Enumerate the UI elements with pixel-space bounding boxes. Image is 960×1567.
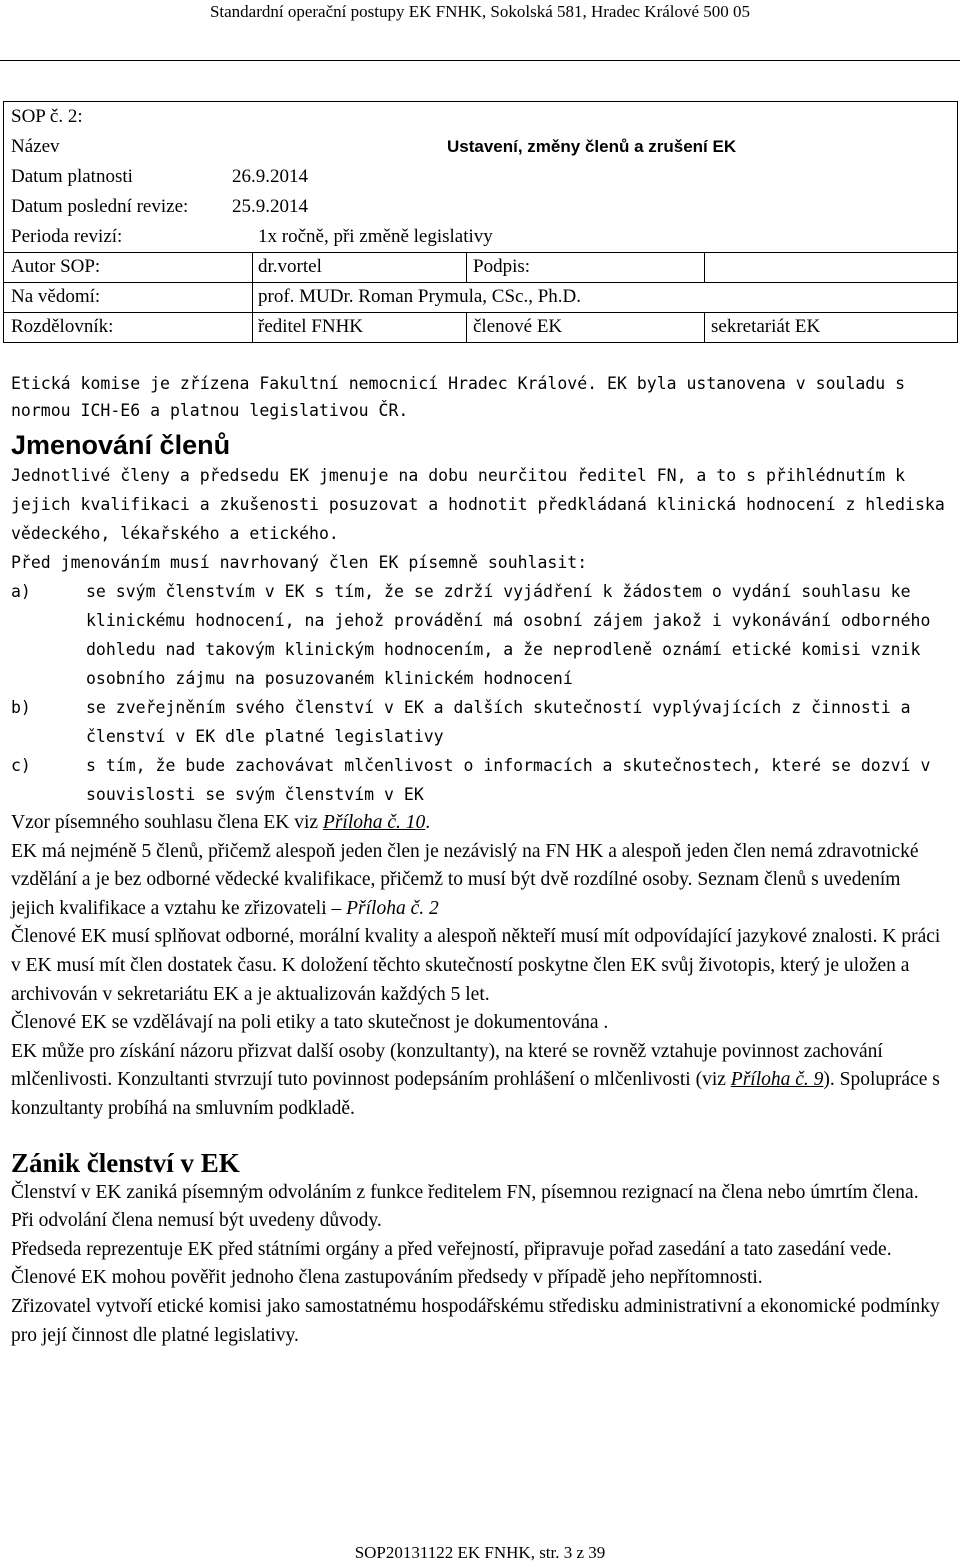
list-item bbox=[11, 751, 946, 809]
membership-count-paragraph bbox=[11, 838, 946, 924]
consultants-text-end: ). Spolupráce s konzultanty probíhá na smluvním podkladě. bbox=[11, 1069, 940, 1119]
validity-label: Datum platnosti bbox=[11, 166, 133, 187]
header-divider bbox=[0, 60, 960, 61]
last-revision-value: 25.9.2014 bbox=[232, 196, 308, 217]
sop-info-table bbox=[3, 101, 958, 343]
document-body bbox=[11, 370, 946, 1350]
signature-label: Podpis: bbox=[473, 256, 531, 277]
education-paragraph: Členové EK se vzdělávají na poli etiky a tato skutečnost je dokumentována . bbox=[11, 1012, 609, 1034]
list-item-text: s tím, že bude zachovávat mlčenlivost o informacích a skutečnostech, které se dozví v souvislosti se svým členstvím v EK bbox=[86, 756, 931, 804]
section-heading-appointment: Jmenování členů bbox=[11, 430, 231, 460]
list-item-text: se svým členstvím v EK s tím, že se zdrží vyjádření k žádostem o vydání souhlasu ke klinickému hodnocení, na jehož provádění má osobní zájem jakož i vykonávání odborného dohledu nad takovým klinickým hodnocením, a že neprodleně oznámí etické komisi vznik osobního zájmu na posuzovaném klinickém hodnocení bbox=[86, 582, 931, 688]
row-sop-no bbox=[4, 102, 957, 132]
consultants-paragraph bbox=[11, 1038, 946, 1124]
list-item bbox=[11, 693, 946, 751]
membership-count-text: EK má nejméně 5 členů, přičemž alespoň jeden člen je nezávislý na FN HK a alespoň jeden člen nemá zdravotnické vzdělání a je bez odborné vědecké kvalifikace, přičemž to musí být dvě rozdílné osoby. Seznam členů s uvedením jejich kvalifikace a vztahu ke zřizovateli – bbox=[11, 840, 919, 919]
termination-paragraph: Členství v EK zaniká písemným odvoláním z funkce ředitelem FN, písemnou rezignací na člena nebo úmrtím člena. Při odvolání člena nemusí být uvedeny důvody. bbox=[11, 1181, 919, 1232]
consultants-text: EK může pro získání názoru přizvat další osoby (konzultanty), na které se rovněž vztahuje povinnost zachování mlčenlivosti. Konzultanti stvrzují tuto povinnost podepsáním prohlášení o mlčenlivosti (viz bbox=[11, 1040, 883, 1091]
row-author bbox=[4, 252, 957, 282]
validity-value: 26.9.2014 bbox=[232, 166, 308, 187]
sop-title: Ustavení, změny členů a zrušení EK bbox=[447, 137, 737, 156]
author-label: Autor SOP: bbox=[11, 256, 101, 277]
appointment-paragraph: Jednotlivé členy a předsedu EK jmenuje na dobu neurčitou ředitel FN, a to s přihlédnutím k jejich kvalifikaci a zkušenosti posuzovat a hodnotit předkládaná klinická hodnocení z hlediska vědeckého, lékařského a etického. bbox=[11, 466, 945, 543]
row-period bbox=[4, 222, 957, 252]
qualifications-paragraph: Členové EK musí splňovat odborné, morální kvality a alespoň někteří musí mít odpovídající jazykové znalosti. K práci v EK musí mít člen dostatek času. K doložení těchto skutečností poskytne člen EK svůj životopis, který je uložen a archivován v sekretariátu EK a je aktualizován každých 5 let. bbox=[11, 926, 941, 1005]
row-notified bbox=[4, 282, 957, 312]
list-marker: b) bbox=[11, 698, 31, 717]
list-marker: c) bbox=[11, 756, 31, 775]
notified-value: prof. MUDr. Roman Prymula, CSc., Ph.D. bbox=[258, 286, 581, 307]
row-distribution bbox=[4, 312, 957, 342]
founder-paragraph: Zřizovatel vytvoří etické komisi jako samostatnému hospodářskému středisku administrativní a ekonomické podmínky pro její činnost dle platné legislativy. bbox=[11, 1295, 940, 1346]
page-footer: SOP20131122 EK FNHK, str. 3 z 39 bbox=[354, 1543, 606, 1562]
period-value: 1x ročně, při změně legislativy bbox=[258, 226, 493, 247]
last-revision-label: Datum poslední revize: bbox=[11, 196, 189, 217]
notified-label: Na vědomí: bbox=[11, 286, 101, 307]
row-last-revision bbox=[4, 192, 957, 222]
distribution-director: ředitel FNHK bbox=[258, 316, 364, 337]
distribution-members: členové EK bbox=[473, 316, 563, 337]
consent-template-ref bbox=[11, 809, 946, 838]
period-label: Perioda revizí: bbox=[11, 226, 123, 247]
intro-paragraph: Etická komise je zřízena Fakultní nemocnicí Hradec Králové. EK byla ustanovena v souladu s normou ICH-E6 a platnou legislativou ČR. bbox=[11, 374, 906, 420]
author-value: dr.vortel bbox=[258, 256, 322, 277]
distribution-label: Rozdělovník: bbox=[11, 316, 114, 337]
section-heading-termination: Zánik členství v EK bbox=[11, 1147, 240, 1178]
list-marker: a) bbox=[11, 582, 31, 601]
appendix-9-link[interactable]: Příloha č. 9 bbox=[730, 1069, 824, 1091]
appendix-10-link[interactable]: Příloha č. 10 bbox=[322, 812, 426, 833]
chair-paragraph: Předseda reprezentuje EK před státními orgány a před veřejností, připravuje pořad zasedání a tato zasedání vede. Členové EK mohou pověřit jednoho člena zastupováním předsedy v případě jeho nepřítomnosti. bbox=[11, 1238, 892, 1289]
row-name bbox=[4, 132, 957, 162]
page-header: Standardní operační postupy EK FNHK, Sokolská 581, Hradec Králové 500 05 bbox=[209, 2, 751, 21]
name-label: Název bbox=[11, 136, 60, 157]
consent-intro: Před jmenováním musí navrhovaný člen EK písemně souhlasit: bbox=[11, 553, 588, 572]
consent-template-text: Vzor písemného souhlasu člena EK viz bbox=[11, 812, 323, 833]
list-item-text: se zveřejněním svého členství v EK a dalších skutečností vyplývajících z činnosti a členství v EK dle platné legislativy bbox=[86, 698, 911, 746]
row-validity bbox=[4, 162, 957, 192]
consent-template-end: . bbox=[425, 812, 431, 833]
sop-number: SOP č. 2: bbox=[11, 106, 83, 127]
appendix-2-ref: Příloha č. 2 bbox=[346, 897, 439, 919]
list-item bbox=[11, 577, 946, 693]
distribution-secretariat: sekretariát EK bbox=[711, 316, 821, 337]
